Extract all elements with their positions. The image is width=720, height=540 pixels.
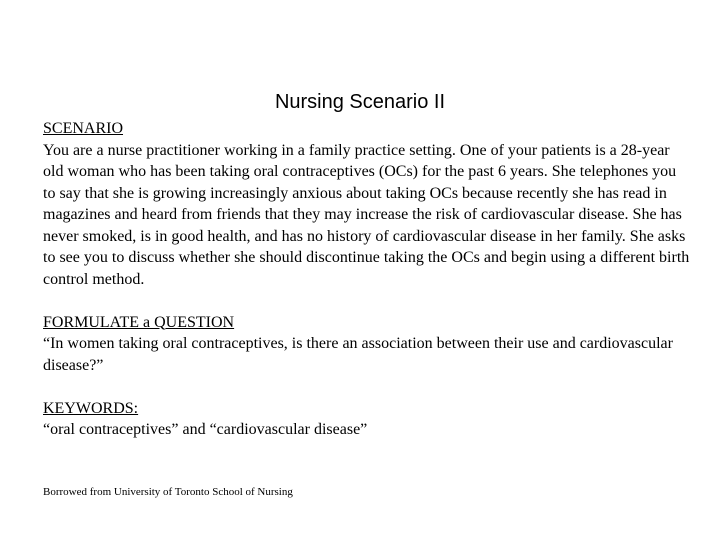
keywords-section — [43, 398, 691, 441]
scenario-text: You are a nurse practitioner working in a family practice setting. One of your patients is a 28-year old woman who has been taking oral contraceptives (OCs) for the past 6 years. She telephones you to say that she is growing increasingly anxious about taking OCs because recently she has read in magazines and heard from friends that they may increase the risk of cardiovascular disease. She has never smoked, is in good health, and has no history of cardiovascular disease in her family. She asks to see you to discuss whether she should discontinue taking the OCs and begin using a different birth control method. — [43, 141, 690, 288]
scenario-heading: SCENARIO — [43, 120, 124, 137]
scenario-section — [43, 118, 691, 290]
question-text: “In women taking oral contraceptives, is there an association between their use and cardiovascular disease?” — [43, 335, 673, 374]
question-heading: FORMULATE a QUESTION — [43, 313, 235, 331]
source-credit: Borrowed from University of Toronto School of Nursing — [43, 486, 293, 498]
slide-body — [43, 118, 691, 441]
keywords-text: “oral contraceptives” and “cardiovascular disease” — [43, 421, 368, 438]
slide-title: Nursing Scenario II — [274, 91, 446, 113]
question-section — [43, 312, 691, 377]
keywords-heading: KEYWORDS: — [43, 399, 139, 417]
